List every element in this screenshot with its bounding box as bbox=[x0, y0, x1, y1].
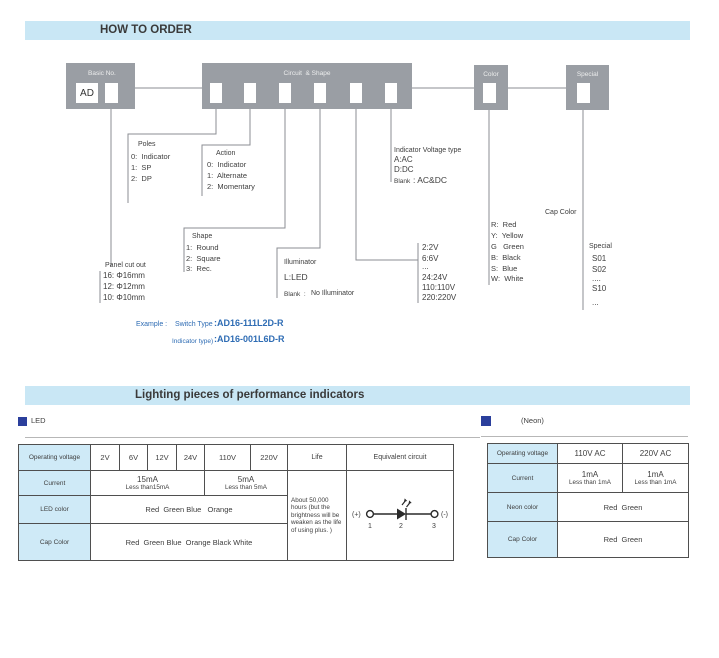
voltage-code-item: 6:6V bbox=[422, 254, 439, 263]
basic-no-box bbox=[66, 63, 135, 109]
circuit-minus-label: (-) bbox=[440, 511, 448, 518]
led-symbol-icon bbox=[397, 498, 412, 519]
circuit-shape-label: Circuit & Shape bbox=[283, 70, 331, 77]
poles-item: 1: SP bbox=[131, 163, 152, 172]
led-row-header-led-color: LED color bbox=[19, 496, 91, 524]
cap-color-item: S: Blue bbox=[491, 264, 518, 273]
special-list-item: S01 bbox=[592, 254, 607, 263]
neon-col-header: Operating voltage bbox=[488, 444, 558, 464]
neon-current-main: 1mA bbox=[647, 470, 664, 479]
led-color-value-cell: Red Green Blue Orange bbox=[91, 496, 288, 524]
special-list-title: Special bbox=[589, 243, 612, 250]
voltage-code-item: 24:24V bbox=[422, 273, 448, 282]
led-life-cell: About 50,000 hours (but the brightness will be weaken as the life of using plus. ) bbox=[288, 471, 347, 561]
led-current-high-cell bbox=[205, 471, 288, 496]
voltage-code-item: 220:220V bbox=[422, 293, 457, 302]
special-list-item: ... bbox=[592, 298, 599, 307]
indicator-voltage-blank-value: : AC&DC bbox=[413, 175, 448, 185]
neon-spec-table bbox=[487, 443, 689, 558]
cap-color-item: Y: Yellow bbox=[491, 231, 524, 240]
neon-current-main: 1mA bbox=[581, 470, 599, 479]
cap-color-item: W: White bbox=[491, 274, 524, 283]
current-low-main: 15mA bbox=[137, 475, 158, 484]
current-low-sub: Less than15mA bbox=[125, 484, 170, 491]
neon-current-cell bbox=[558, 464, 623, 493]
example-switch-type-label: Switch Type bbox=[175, 321, 213, 328]
voltage-code-item: ... bbox=[422, 262, 429, 271]
voltage-type-code-cell bbox=[385, 83, 397, 103]
shape-title: Shape bbox=[192, 233, 213, 240]
led-spec-table bbox=[18, 444, 454, 561]
cap-color-item: B: Black bbox=[491, 253, 521, 262]
basic-no-label: Basic No. bbox=[88, 70, 116, 77]
basic-no-prefix-cell: AD bbox=[76, 83, 98, 103]
shape-item: 3: Rec. bbox=[186, 264, 212, 273]
color-label: Color bbox=[483, 71, 499, 78]
led-cap-color-value-cell: Red Green Blue Orange Black White bbox=[91, 524, 288, 561]
led-circuit-cell bbox=[347, 471, 454, 561]
color-box bbox=[474, 65, 508, 110]
neon-row-header-cap-color: Cap Color bbox=[488, 522, 558, 558]
cap-color-item: R: Red bbox=[491, 220, 517, 229]
indicator-voltage-item: D:DC bbox=[394, 165, 414, 174]
poles-item: 0: Indicator bbox=[131, 152, 171, 161]
voltage-code-item: 2:2V bbox=[422, 243, 439, 252]
special-list-item: S02 bbox=[592, 265, 607, 274]
cap-color-title: Cap Color bbox=[545, 209, 577, 216]
led-circuit-header: Equivalent circuit bbox=[347, 445, 454, 471]
neon-section-label: (Neon) bbox=[521, 416, 544, 425]
action-item: 1: Alternate bbox=[207, 171, 248, 180]
special-list-item: .... bbox=[592, 274, 601, 283]
example-indicator-type-code: :AD16-001L6D-R bbox=[214, 334, 285, 344]
neon-current-sub: Less than 1mA bbox=[568, 479, 611, 486]
equivalent-circuit-diagram bbox=[349, 495, 452, 535]
circuit-shape-box bbox=[202, 63, 412, 109]
led-current-low-cell bbox=[91, 471, 205, 496]
led-row-header-current: Current bbox=[19, 471, 91, 496]
current-high-sub: Less than 5mA bbox=[224, 484, 267, 491]
neon-voltage-header: 220V AC bbox=[623, 444, 689, 464]
illuminator-title: Illuminator bbox=[284, 259, 317, 266]
led-row-header-cap-color: Cap Color bbox=[19, 524, 91, 561]
led-col-header: Operating voltage bbox=[19, 445, 91, 471]
voltage-code-cell bbox=[350, 83, 362, 103]
illuminator-blank-label: Blank : bbox=[284, 291, 306, 298]
led-voltage-header: 220V bbox=[251, 445, 288, 471]
neon-row-header-current: Current bbox=[488, 464, 558, 493]
voltage-code-item: 110:110V bbox=[422, 283, 456, 292]
example-indicator-type-label: Indicator type) bbox=[172, 338, 214, 345]
circuit-plus-label: (+) bbox=[351, 511, 361, 518]
neon-current-cell bbox=[623, 464, 689, 493]
led-life-header: Life bbox=[288, 445, 347, 471]
indicator-voltage-blank-label: Blank bbox=[394, 178, 411, 185]
action-item: 2: Momentary bbox=[207, 182, 255, 191]
indicator-voltage-title: Indicator Voltage type bbox=[394, 147, 462, 154]
panel-cutout-item: 12: Φ12mm bbox=[103, 282, 145, 291]
neon-row-header-neon-color: Neon color bbox=[488, 493, 558, 522]
example-switch-type-code: :AD16-111L2D-R bbox=[214, 318, 284, 328]
neon-color-value-cell: Red Green bbox=[558, 493, 689, 522]
circuit-pin-label: 3 bbox=[431, 522, 436, 530]
indicator-voltage-item: A:AC bbox=[394, 155, 413, 164]
poles-code-cell bbox=[210, 83, 222, 103]
illuminator-led-item: L:LED bbox=[284, 272, 308, 282]
shape-item: 2: Square bbox=[186, 254, 221, 263]
panel-cutout-item: 16: Φ16mm bbox=[103, 271, 145, 280]
special-label: Special bbox=[576, 71, 599, 78]
special-box bbox=[566, 65, 609, 110]
example-label: Example : bbox=[136, 321, 168, 328]
led-voltage-header: 6V bbox=[120, 445, 148, 471]
panel-cutout-title: Panel cut out bbox=[105, 262, 146, 269]
current-high-main: 5mA bbox=[237, 475, 255, 484]
circuit-pin-label: 1 bbox=[367, 522, 372, 530]
neon-cap-color-value-cell: Red Green bbox=[558, 522, 689, 558]
led-section-label: LED bbox=[31, 416, 46, 425]
cap-color-item: G Green bbox=[491, 242, 524, 251]
color-code-cell bbox=[483, 83, 496, 103]
poles-item: 2: DP bbox=[131, 174, 152, 183]
how-to-order-header: HOW TO ORDER bbox=[25, 21, 690, 40]
poles-title: Poles bbox=[138, 141, 156, 148]
neon-divider bbox=[481, 436, 688, 437]
neon-voltage-header: 110V AC bbox=[558, 444, 623, 464]
special-code-cell bbox=[577, 83, 590, 103]
shape-item: 1: Round bbox=[186, 243, 219, 252]
special-list-item: S10 bbox=[592, 284, 607, 293]
led-voltage-header: 24V bbox=[177, 445, 205, 471]
illuminator-code-cell bbox=[314, 83, 326, 103]
illuminator-blank-value: No Illuminator bbox=[311, 290, 355, 297]
led-bullet-icon bbox=[18, 417, 27, 426]
led-voltage-header: 12V bbox=[148, 445, 177, 471]
led-divider bbox=[25, 437, 480, 438]
neon-current-sub: Less than 1mA bbox=[634, 479, 677, 486]
circuit-pin-label: 2 bbox=[398, 522, 403, 530]
led-voltage-header: 2V bbox=[91, 445, 120, 471]
neon-bullet-icon bbox=[481, 416, 491, 426]
action-code-cell bbox=[244, 83, 256, 103]
shape-code-cell bbox=[279, 83, 291, 103]
led-voltage-header: 110V bbox=[205, 445, 251, 471]
lighting-section-header: Lighting pieces of performance indicators bbox=[25, 386, 690, 405]
action-title: Action bbox=[216, 150, 236, 157]
action-item: 0: Indicator bbox=[207, 160, 247, 169]
panel-cutout-item: 10: Φ10mm bbox=[103, 293, 145, 302]
panel-cutout-code-cell bbox=[105, 83, 118, 103]
